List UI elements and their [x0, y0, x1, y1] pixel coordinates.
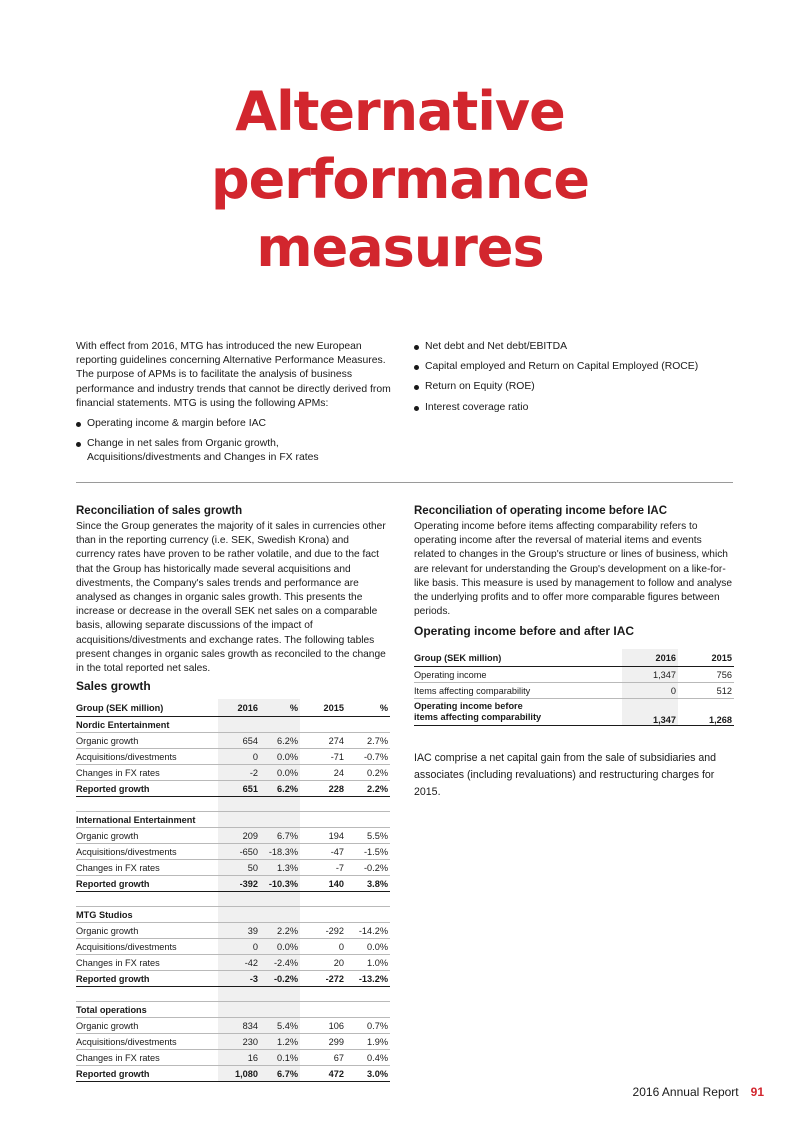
sales-growth-heading: Sales growth: [76, 679, 151, 693]
spacer-cell: [346, 797, 390, 812]
value-cell: 0.2%: [346, 765, 390, 781]
apm-item: Interest coverage ratio: [414, 401, 734, 415]
empty-cell: [346, 717, 390, 733]
empty-cell: [346, 812, 390, 828]
row-label: Organic growth: [76, 828, 218, 844]
table-row: [76, 1050, 390, 1066]
value-cell: 5.4%: [260, 1018, 300, 1034]
spacer-row: [76, 797, 390, 812]
value-cell: 140: [300, 876, 346, 892]
value-cell: -272: [300, 971, 346, 987]
empty-cell: [300, 717, 346, 733]
page-title: [0, 78, 800, 282]
row-label: Changes in FX rates: [76, 955, 218, 971]
row-label: Operating income: [414, 667, 622, 683]
empty-cell: [300, 812, 346, 828]
iac-table-heading: Operating income before and after IAC: [414, 624, 635, 638]
value-cell: -0.2%: [346, 860, 390, 876]
row-label: Changes in FX rates: [76, 860, 218, 876]
value-cell: 230: [218, 1034, 260, 1050]
table-row: [76, 844, 390, 860]
iac-reconciliation-heading: Reconciliation of operating income before IAC: [414, 505, 668, 517]
value-2015: 1,268: [678, 699, 734, 726]
value-2015: 512: [678, 683, 734, 699]
table-row: [414, 683, 734, 699]
value-cell: 0.4%: [346, 1050, 390, 1066]
iac-table: [414, 649, 734, 726]
spacer-cell: [76, 797, 218, 812]
apm-item: Return on Equity (ROE): [414, 380, 734, 394]
empty-cell: [346, 1002, 390, 1018]
group-name: International Entertainment: [76, 812, 218, 828]
intro-paragraph: With effect from 2016, MTG has introduced the new European reporting guidelines concerning Alternative Performance Measures. The purpose of APMs is to facilitate the analysis of business performance and industry trends that cannot be directly derived from financial statements. MTG is using the following APMs:: [76, 341, 391, 409]
value-2016: 1,347: [622, 667, 678, 683]
group-name: Total operations: [76, 1002, 218, 1018]
value-cell: 1.9%: [346, 1034, 390, 1050]
value-cell: 6.7%: [260, 1066, 300, 1082]
page-number: 91: [750, 1085, 764, 1099]
value-cell: -14.2%: [346, 923, 390, 939]
value-cell: 0.0%: [260, 749, 300, 765]
sales-growth-table: [76, 699, 390, 1082]
iac-note: IAC comprise a net capital gain from the sale of subsidiaries and associates (including revaluations) and restructuring charges for 2015.: [414, 752, 717, 798]
empty-cell: [300, 907, 346, 923]
total-label-line-2: items affecting comparability: [414, 712, 542, 722]
value-cell: 3.8%: [346, 876, 390, 892]
spacer-cell: [218, 892, 260, 907]
spacer-cell: [76, 987, 218, 1002]
sales-reconciliation-heading: Reconciliation of sales growth: [76, 505, 243, 517]
group-header-row: [76, 1002, 390, 1018]
spacer-cell: [260, 892, 300, 907]
row-label: [414, 699, 622, 726]
value-cell: 472: [300, 1066, 346, 1082]
total-label-line-1: Operating income before: [414, 701, 523, 711]
value-cell: -2.4%: [260, 955, 300, 971]
row-label: Changes in FX rates: [76, 765, 218, 781]
value-cell: 0.7%: [346, 1018, 390, 1034]
column-header: 2015: [300, 699, 346, 717]
table-row: [76, 749, 390, 765]
value-cell: 274: [300, 733, 346, 749]
value-cell: 1.0%: [346, 955, 390, 971]
value-cell: -650: [218, 844, 260, 860]
value-cell: -42: [218, 955, 260, 971]
row-label: Reported growth: [76, 876, 218, 892]
value-cell: -292: [300, 923, 346, 939]
value-cell: 194: [300, 828, 346, 844]
row-label: Acquisitions/divestments: [76, 844, 218, 860]
column-header: Group (SEK million): [414, 649, 622, 667]
value-cell: -0.7%: [346, 749, 390, 765]
value-cell: 834: [218, 1018, 260, 1034]
spacer-cell: [300, 797, 346, 812]
row-label: Acquisitions/divestments: [76, 749, 218, 765]
row-label: Organic growth: [76, 733, 218, 749]
group-header-row: [76, 812, 390, 828]
value-cell: 0.0%: [260, 765, 300, 781]
value-cell: 67: [300, 1050, 346, 1066]
iac-reconciliation-section: [414, 504, 734, 619]
value-cell: -10.3%: [260, 876, 300, 892]
value-cell: 16: [218, 1050, 260, 1066]
value-2016: 1,347: [622, 699, 678, 726]
value-cell: 106: [300, 1018, 346, 1034]
title-line-2: performance: [211, 148, 589, 211]
table-row: [76, 923, 390, 939]
column-header: %: [346, 699, 390, 717]
section-divider: [76, 482, 733, 483]
spacer-cell: [346, 892, 390, 907]
value-cell: 6.2%: [260, 733, 300, 749]
intro-right-column: [414, 340, 734, 421]
group-header-row: [76, 717, 390, 733]
sales-reconciliation-section: [76, 504, 388, 676]
value-cell: 0: [218, 749, 260, 765]
empty-cell: [218, 812, 260, 828]
table-row: [76, 876, 390, 892]
table-row: [76, 765, 390, 781]
column-header: 2015: [678, 649, 734, 667]
apm-list-left: [76, 417, 391, 466]
value-cell: -392: [218, 876, 260, 892]
value-cell: -13.2%: [346, 971, 390, 987]
apm-item: Change in net sales from Organic growth, Acquisitions/divestments and Changes in FX rates: [76, 437, 391, 465]
table-total-row: [414, 699, 734, 726]
row-label: Organic growth: [76, 923, 218, 939]
row-label: Acquisitions/divestments: [76, 1034, 218, 1050]
table-header-row: [414, 649, 734, 667]
table-row: [76, 828, 390, 844]
table-row: [76, 860, 390, 876]
value-cell: 6.7%: [260, 828, 300, 844]
table-row: [76, 1018, 390, 1034]
empty-cell: [218, 907, 260, 923]
table-row: [76, 955, 390, 971]
row-label: Items affecting comparability: [414, 683, 622, 699]
empty-cell: [260, 907, 300, 923]
table-row: [76, 733, 390, 749]
spacer-row: [76, 987, 390, 1002]
value-cell: 299: [300, 1034, 346, 1050]
spacer-cell: [260, 797, 300, 812]
value-cell: 6.2%: [260, 781, 300, 797]
value-cell: -7: [300, 860, 346, 876]
value-cell: 2.7%: [346, 733, 390, 749]
group-name: MTG Studios: [76, 907, 218, 923]
value-cell: 39: [218, 923, 260, 939]
value-cell: 0.0%: [346, 939, 390, 955]
spacer-row: [76, 892, 390, 907]
value-cell: 0.0%: [260, 939, 300, 955]
value-cell: 2.2%: [346, 781, 390, 797]
value-cell: 0: [300, 939, 346, 955]
value-2016: 0: [622, 683, 678, 699]
table-row: [414, 667, 734, 683]
row-label: Reported growth: [76, 781, 218, 797]
group-header-row: [76, 907, 390, 923]
row-label: Reported growth: [76, 971, 218, 987]
apm-item: Capital employed and Return on Capital Employed (ROCE): [414, 360, 734, 374]
value-cell: 654: [218, 733, 260, 749]
column-header: 2016: [622, 649, 678, 667]
empty-cell: [260, 1002, 300, 1018]
value-cell: -1.5%: [346, 844, 390, 860]
iac-reconciliation-body: Operating income before items affecting comparability refers to operating income after the reversal of material items and events related to changes in the Group's structure or lines of business, which are relevant for understanding the Group's development on a like-for-like basis. This measure is used by management to follow and analyse the underlying profits and to offer more comparable figures between periods.: [414, 521, 733, 618]
row-label: Acquisitions/divestments: [76, 939, 218, 955]
report-name: 2016 Annual Report: [632, 1085, 739, 1099]
empty-cell: [346, 907, 390, 923]
column-header: 2016: [218, 699, 260, 717]
value-cell: -3: [218, 971, 260, 987]
empty-cell: [260, 717, 300, 733]
title-line-1: Alternative: [235, 80, 565, 143]
title-line-3: measures: [256, 216, 544, 279]
spacer-cell: [300, 987, 346, 1002]
empty-cell: [300, 1002, 346, 1018]
value-cell: 1.2%: [260, 1034, 300, 1050]
page-footer: [633, 1085, 764, 1099]
value-cell: 0.1%: [260, 1050, 300, 1066]
apm-item: Net debt and Net debt/EBITDA: [414, 340, 734, 354]
spacer-cell: [76, 892, 218, 907]
value-cell: 20: [300, 955, 346, 971]
value-cell: -47: [300, 844, 346, 860]
sales-reconciliation-body: Since the Group generates the majority of it sales in currencies other than in the reporting currency (i.e. SEK, Swedish Krona) and currency rates have proven to be rather volatile, and due to the fact that the Group has historically made several acquisitions and divestments, the Company's sales trends and performance are analysed as changes in organic sales growth. This presents the increase or decrease in the overall SEK net sales on a comparable basis, allowing separate discussions of the impact of acquisitions/divestments and exchange rates. The following tables present changes in organic sales growth as reconciled to the change in the total reported net sales.: [76, 521, 386, 675]
spacer-cell: [260, 987, 300, 1002]
spacer-cell: [218, 987, 260, 1002]
row-label: Changes in FX rates: [76, 1050, 218, 1066]
table-row: [76, 1034, 390, 1050]
apm-item: Operating income & margin before IAC: [76, 417, 391, 431]
empty-cell: [260, 812, 300, 828]
table-row: [76, 1066, 390, 1082]
spacer-cell: [218, 797, 260, 812]
apm-list-right: [414, 340, 734, 415]
row-label: Organic growth: [76, 1018, 218, 1034]
value-cell: 209: [218, 828, 260, 844]
row-label: Reported growth: [76, 1066, 218, 1082]
value-cell: -2: [218, 765, 260, 781]
column-header: %: [260, 699, 300, 717]
value-cell: 0: [218, 939, 260, 955]
table-row: [76, 939, 390, 955]
value-cell: 2.2%: [260, 923, 300, 939]
value-2015: 756: [678, 667, 734, 683]
table-row: [76, 971, 390, 987]
value-cell: 5.5%: [346, 828, 390, 844]
value-cell: 1,080: [218, 1066, 260, 1082]
table-row: [76, 781, 390, 797]
spacer-cell: [346, 987, 390, 1002]
spacer-cell: [300, 892, 346, 907]
column-header: Group (SEK million): [76, 699, 218, 717]
value-cell: 228: [300, 781, 346, 797]
value-cell: 1.3%: [260, 860, 300, 876]
value-cell: -0.2%: [260, 971, 300, 987]
empty-cell: [218, 717, 260, 733]
intro-left-column: [76, 340, 391, 472]
value-cell: 651: [218, 781, 260, 797]
value-cell: -18.3%: [260, 844, 300, 860]
empty-cell: [218, 1002, 260, 1018]
group-name: Nordic Entertainment: [76, 717, 218, 733]
value-cell: 50: [218, 860, 260, 876]
value-cell: 24: [300, 765, 346, 781]
value-cell: -71: [300, 749, 346, 765]
value-cell: 3.0%: [346, 1066, 390, 1082]
table-header-row: [76, 699, 390, 717]
